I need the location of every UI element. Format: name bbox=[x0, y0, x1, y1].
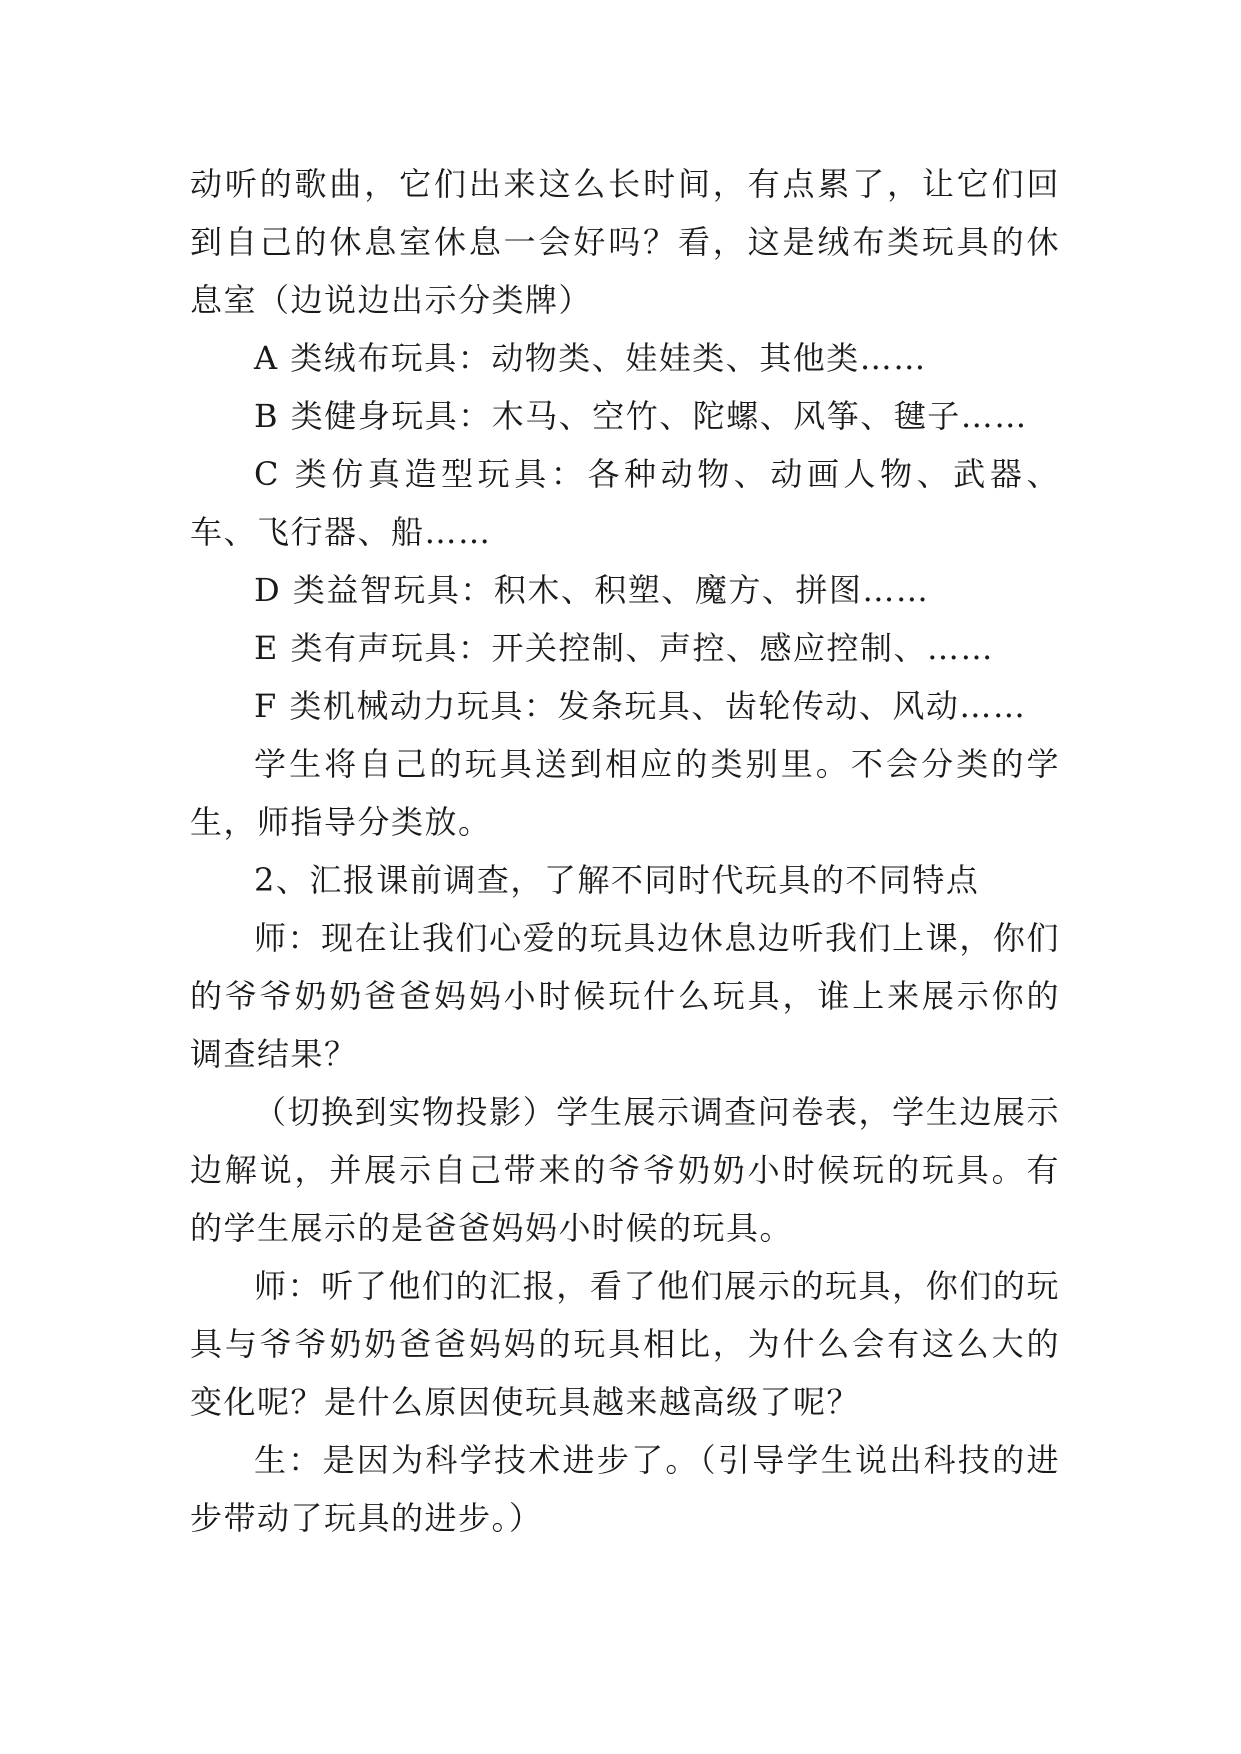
paragraph-category-e: E 类有声玩具：开关控制、声控、感应控制、…… bbox=[254, 629, 995, 667]
paragraph-student-presentation: （切换到实物投影）学生展示调查问卷表，学生边展示边解说，并展示自己带来的爷爷奶奶小时候玩的玩具。有的学生展示的是爸爸妈妈小时候的玩具。 bbox=[190, 1093, 1060, 1247]
paragraph-category-d: D 类益智玩具：积木、积塑、魔方、拼图…… bbox=[254, 571, 930, 609]
document-body bbox=[190, 155, 1060, 1547]
paragraph-teacher-followup: 师：听了他们的汇报，看了他们展示的玩具，你们的玩具与爷爷奶奶爸爸妈妈的玩具相比，为什么会有这么大的变化呢？是什么原因使玩具越来越高级了呢？ bbox=[190, 1267, 1060, 1421]
paragraph-category-f: F 类机械动力玩具：发条玩具、齿轮传动、风动…… bbox=[254, 687, 1027, 725]
paragraph-section-heading: 2、汇报课前调查，了解不同时代玩具的不同特点 bbox=[254, 861, 980, 899]
paragraph-intro: 动听的歌曲，它们出来这么长时间，有点累了，让它们回到自己的休息室休息一会好吗？看，这是绒布类玩具的休息室（边说边出示分类牌） bbox=[190, 165, 1060, 319]
paragraph-category-a: A 类绒布玩具：动物类、娃娃类、其他类…… bbox=[254, 339, 927, 377]
paragraph-student-sorting: 学生将自己的玩具送到相应的类别里。不会分类的学生，师指导分类放。 bbox=[190, 745, 1060, 841]
paragraph-category-c: C 类仿真造型玩具：各种动物、动画人物、武器、车、飞行器、船…… bbox=[190, 455, 1060, 551]
paragraph-category-b: B 类健身玩具：木马、空竹、陀螺、风筝、毽子…… bbox=[254, 397, 1028, 435]
paragraph-student-answer: 生：是因为科学技术进步了。（引导学生说出科技的进步带动了玩具的进步。） bbox=[190, 1441, 1060, 1537]
paragraph-teacher-question: 师：现在让我们心爱的玩具边休息边听我们上课，你们的爷爷奶奶爸爸妈妈小时候玩什么玩具，谁上来展示你的调查结果？ bbox=[190, 919, 1060, 1073]
